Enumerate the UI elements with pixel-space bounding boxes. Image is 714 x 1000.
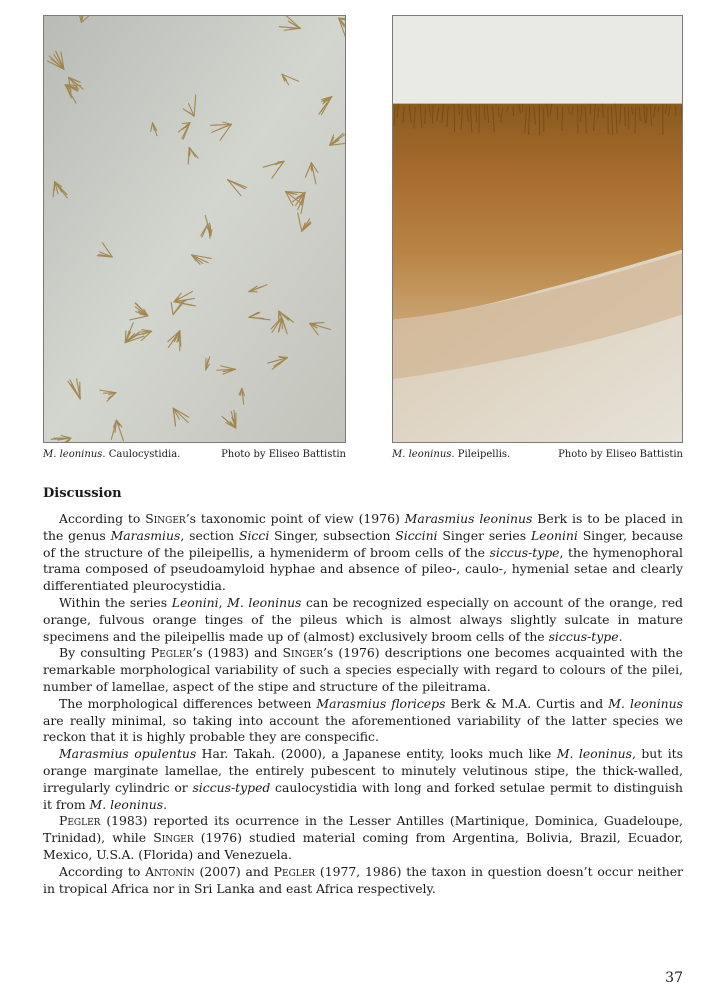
caulocystidia-micrograph xyxy=(43,15,346,443)
text-run: (1977, 1986) the taxon in question doesn’t occur neither in tropical Africa nor in Sri Lanka and east Africa respectively. xyxy=(43,863,683,896)
caption-structure: . Caulocystidia. xyxy=(102,449,181,460)
italic-run: M. leoninus xyxy=(608,695,683,711)
italic-run: M. leoninus xyxy=(556,746,632,762)
author-name: Pegler xyxy=(150,645,193,661)
caption-text xyxy=(392,448,510,462)
text-run: Singer series xyxy=(437,527,531,543)
caption-species: M. leoninus xyxy=(392,449,452,460)
caption-species: M. leoninus xyxy=(43,449,103,460)
discussion-paragraph xyxy=(43,864,683,898)
text-run: , xyxy=(218,594,228,610)
discussion-paragraph xyxy=(43,813,683,863)
author-name: Antonín xyxy=(145,863,195,879)
italic-run: Marasmius leoninus xyxy=(404,511,533,526)
discussion-paragraph xyxy=(43,746,683,813)
author-name: Pegler xyxy=(273,863,316,879)
text-run: are really minimal, so taking into account the aforementioned variability of the latter species we reckon that it is highly probable they are conspecific. xyxy=(43,712,683,745)
italic-run: Sicci xyxy=(238,527,270,543)
author-name: Pegler xyxy=(59,813,101,829)
author-name: Singer xyxy=(282,645,323,661)
figure-caption-left xyxy=(43,448,346,462)
pileipellis-image xyxy=(393,16,682,442)
italic-run: Marasmius floriceps xyxy=(316,695,446,711)
pileipellis-micrograph xyxy=(392,15,683,443)
text-run: Berk is to be placed in the genus xyxy=(43,511,683,543)
photo-credit: Photo by Eliseo Battistin xyxy=(221,449,346,460)
text-run: By consulting xyxy=(59,645,151,661)
text-run: According to xyxy=(59,511,146,526)
italic-run: Leonini xyxy=(530,527,578,543)
text-run: The morphological differences between xyxy=(59,695,317,711)
italic-run: Marasmius xyxy=(110,527,181,543)
italic-run: siccus-typed xyxy=(192,779,271,795)
italic-run: siccus-type xyxy=(548,628,619,644)
text-run: (1983) reported its ocurrence in the Lesser Antilles (Martinique, Dominica, Guadeloupe, Trinidad), while xyxy=(43,813,683,846)
italic-run: siccus-type xyxy=(489,544,560,560)
text-run: . xyxy=(163,796,168,812)
text-run: . xyxy=(618,628,623,644)
text-run: Berk & M.A. Curtis and xyxy=(445,695,609,711)
text-run: (2007) and xyxy=(194,863,274,879)
italic-run: Marasmius opulentus xyxy=(59,746,197,762)
text-run: ’s (1983) and xyxy=(192,645,283,661)
discussion-paragraph xyxy=(43,595,683,645)
text-run: (1976) studied material coming from Argentina, Bolivia, Brazil, Ecuador, Mexico, U.S.A. (Florida) and Venezuela. xyxy=(43,830,684,862)
discussion-paragraph xyxy=(43,696,683,746)
text-run: , the hymenophoral trama composed of pseudoamyloid hyphae and absence of pileo-, caulo-, hymenial setae and clearly differentiated pleurocystidia. xyxy=(43,544,683,594)
page-number: 37 xyxy=(665,970,683,986)
text-run: , but its orange marginate lamellae, the entirely pubescent to minutely velutinous stipe, the thick-walled, irregularly cylindric or xyxy=(43,746,683,795)
caption-text xyxy=(43,448,180,462)
section-heading: Discussion xyxy=(43,486,122,501)
text-run: Singer, subsection xyxy=(269,527,396,543)
text-run: can be recognized especially on account of the orange, red orange, fulvous orange tinges of the pileus which is almost always slightly sulcate in mature specimens and the pileipellis made up of (almost) exclusively broom cells of the xyxy=(43,594,683,644)
text-run: Within the series xyxy=(59,594,172,610)
discussion-paragraph xyxy=(43,645,683,695)
text-run: Har. Takah. (2000), a Japanese entity, looks much like xyxy=(196,746,557,762)
text-run: ’s (1976) descriptions one becomes acquainted with the remarkable morphological variability of such a species especially with regard to colours of the pilei, number of lamellae, aspect of the stipe and structure of the pileitrama. xyxy=(43,645,683,694)
text-run: caulocystidia with long and forked setulae permit to distinguish it from xyxy=(43,779,683,812)
caption-structure: . Pileipellis. xyxy=(451,449,511,460)
text-run: Singer, because of the structure of the pileipellis, a hymeniderm of broom cells of the xyxy=(43,527,683,560)
photo-credit: Photo by Eliseo Battistin xyxy=(558,449,683,460)
text-run: , section xyxy=(180,527,239,543)
text-run: ’s taxonomic point of view (1976) xyxy=(185,511,405,526)
author-name: Singer xyxy=(145,511,186,526)
text-run: According to xyxy=(59,863,146,879)
author-name: Singer xyxy=(153,830,194,846)
discussion-body xyxy=(43,511,683,897)
italic-run: M. leoninus xyxy=(227,594,302,610)
discussion-paragraph xyxy=(43,511,683,595)
italic-run: Siccini xyxy=(395,527,438,543)
italic-run: M. leoninus xyxy=(89,796,164,812)
figure-caption-right xyxy=(392,448,683,462)
italic-run: Leonini xyxy=(171,594,219,610)
caulocystidia-image xyxy=(44,16,345,442)
